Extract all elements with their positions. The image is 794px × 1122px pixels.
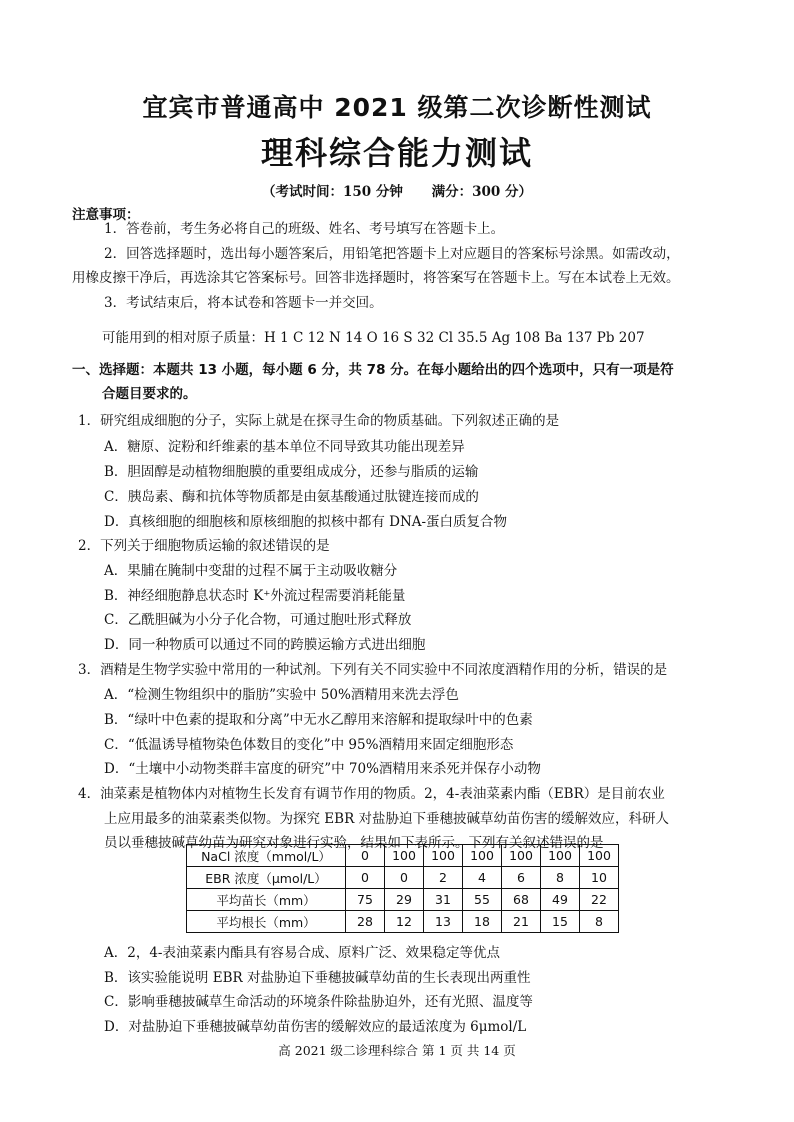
table-cell: 2 bbox=[424, 867, 463, 889]
question-4-option-d: D．对盐胁迫下垂穗披碱草幼苗伤害的缓解效应的最适浓度为 6μmol/L bbox=[104, 1019, 527, 1035]
question-3-stem: 3．酒精是生物学实验中常用的一种试剂。下列有关不同实验中不同浓度酒精作用的分析，错误的是 bbox=[78, 662, 668, 678]
table-cell: 13 bbox=[424, 911, 463, 933]
table-cell: 100 bbox=[580, 845, 619, 867]
table-cell: 4 bbox=[463, 867, 502, 889]
table-cell: 68 bbox=[502, 889, 541, 911]
question-4-option-b: B．该实验能说明 EBR 对盐胁迫下垂穗披碱草幼苗的生长表现出两重性 bbox=[104, 970, 531, 986]
question-2-option-b: B．神经细胞静息状态时 K⁺外流过程需要消耗能量 bbox=[104, 588, 406, 604]
table-cell: 0 bbox=[346, 845, 385, 867]
question-2-option-d: D．同一种物质可以通过不同的跨膜运输方式进出细胞 bbox=[104, 637, 426, 653]
question-1-option-c: C．胰岛素、酶和抗体等物质都是由氨基酸通过肽键连接而成的 bbox=[104, 489, 479, 505]
question-4-stem-line2: 上应用最多的油菜素类似物。为探究 EBR 对盐胁迫下垂穗披碱草幼苗伤害的缓解效应，科研人 bbox=[104, 811, 670, 827]
table-cell: 10 bbox=[580, 867, 619, 889]
table-row bbox=[187, 889, 619, 911]
table-row bbox=[187, 845, 619, 867]
table-cell: 6 bbox=[502, 867, 541, 889]
question-2-stem: 2．下列关于细胞物质运输的叙述错误的是 bbox=[78, 538, 330, 554]
exam-title-line2: 理科综合能力测试 bbox=[260, 134, 533, 172]
table-cell: 75 bbox=[346, 889, 385, 911]
table-cell: 8 bbox=[541, 867, 580, 889]
exam-score: 满分：300 分） bbox=[431, 184, 532, 200]
table-cell: 0 bbox=[346, 867, 385, 889]
table-cell: 100 bbox=[502, 845, 541, 867]
table-row-label: EBR 浓度（μmol/L） bbox=[187, 867, 346, 889]
question-1-option-b: B．胆固醇是动植物细胞膜的重要组成成分，还参与脂质的运输 bbox=[104, 464, 479, 480]
question-2-option-a: A．果脯在腌制中变甜的过程不属于主动吸收糖分 bbox=[104, 563, 398, 579]
table-cell: 0 bbox=[385, 867, 424, 889]
exam-time-score bbox=[0, 180, 794, 200]
section-1-heading-line2: 合题目要求的。 bbox=[102, 386, 197, 402]
question-3-option-b: B．“绿叶中色素的提取和分离”中无水乙醇用来溶解和提取绿叶中的色素 bbox=[104, 712, 533, 728]
question-1-option-a: A．糖原、淀粉和纤维素的基本单位不同导致其功能出现差异 bbox=[104, 439, 465, 455]
notice-heading: 注意事项： bbox=[72, 207, 140, 223]
question-4-stem-line1: 4．油菜素是植物体内对植物生长发育有调节作用的物质。2，4-表油菜素内酯（EBR）是目前农业 bbox=[78, 786, 665, 802]
table-cell: 12 bbox=[385, 911, 424, 933]
question-4-stem-line3: 员以垂穗披碱草幼苗为研究对象进行实验，结果如下表所示。下列有关叙述错误的是 bbox=[104, 835, 604, 851]
table-cell: 18 bbox=[463, 911, 502, 933]
notice-item-1: 1．答卷前，考生务必将自己的班级、姓名、考号填写在答题卡上。 bbox=[104, 221, 505, 237]
question-4-option-c: C．影响垂穗披碱草生命活动的环境条件除盐胁迫外，还有光照、温度等 bbox=[104, 994, 533, 1010]
table-cell: 100 bbox=[424, 845, 463, 867]
question-4-option-a: A．2，4-表油菜素内酯具有容易合成、原料广泛、效果稳定等优点 bbox=[104, 945, 500, 961]
table-row-label: 平均根长（mm） bbox=[187, 911, 346, 933]
table-cell: 100 bbox=[463, 845, 502, 867]
results-table bbox=[186, 844, 619, 933]
question-2-option-c: C．乙酰胆碱为小分子化合物，可通过胞吐形式释放 bbox=[104, 612, 412, 628]
question-3-option-a: A．“检测生物组织中的脂肪”实验中 50%酒精用来洗去浮色 bbox=[104, 687, 459, 703]
table-row bbox=[187, 867, 619, 889]
table-cell: 55 bbox=[463, 889, 502, 911]
table-cell: 100 bbox=[385, 845, 424, 867]
table-cell: 100 bbox=[541, 845, 580, 867]
table-cell: 22 bbox=[580, 889, 619, 911]
table-cell: 28 bbox=[346, 911, 385, 933]
table-row-label: 平均苗长（mm） bbox=[187, 889, 346, 911]
question-1-stem: 1．研究组成细胞的分子，实际上就是在探寻生命的物质基础。下列叙述正确的是 bbox=[78, 413, 560, 429]
table-cell: 15 bbox=[541, 911, 580, 933]
table-row-label: NaCl 浓度（mmol/L） bbox=[187, 845, 346, 867]
section-1-heading-line1: 一、选择题：本题共 13 小题，每小题 6 分，共 78 分。在每小题给出的四个选项中，只有一项是符 bbox=[72, 362, 674, 378]
question-1-option-d: D．真核细胞的细胞核和原核细胞的拟核中都有 DNA-蛋白质复合物 bbox=[104, 514, 508, 530]
notice-item-3: 3．考试结束后，将本试卷和答题卡一并交回。 bbox=[104, 295, 383, 311]
question-3-option-c: C．“低温诱导植物染色体数目的变化”中 95%酒精用来固定细胞形态 bbox=[104, 737, 514, 753]
exam-title-line1: 宜宾市普通高中 2021 级第二次诊断性测试 bbox=[142, 93, 652, 122]
exam-time: （考试时间：150 分钟 bbox=[262, 184, 403, 200]
atomic-masses: 可能用到的相对原子质量：H 1 C 12 N 14 O 16 S 32 Cl 35.5 Ag 108 Ba 137 Pb 207 bbox=[102, 330, 645, 346]
table-row bbox=[187, 911, 619, 933]
notice-item-2-line2: 用橡皮擦干净后，再选涂其它答案标号。回答非选择题时，将答案写在答题卡上。写在本试卷上无效。 bbox=[72, 270, 680, 286]
question-3-option-d: D．“土壤中小动物类群丰富度的研究”中 70%酒精用来杀死并保存小动物 bbox=[104, 761, 541, 777]
table-cell: 21 bbox=[502, 911, 541, 933]
table-cell: 29 bbox=[385, 889, 424, 911]
table-cell: 8 bbox=[580, 911, 619, 933]
notice-item-2-line1: 2．回答选择题时，选出每小题答案后，用铅笔把答题卡上对应题目的答案标号涂黑。如需改动， bbox=[104, 246, 680, 262]
table-cell: 49 bbox=[541, 889, 580, 911]
table-cell: 31 bbox=[424, 889, 463, 911]
page-footer: 高 2021 级二诊理科综合 第 1 页 共 14 页 bbox=[278, 1043, 516, 1058]
